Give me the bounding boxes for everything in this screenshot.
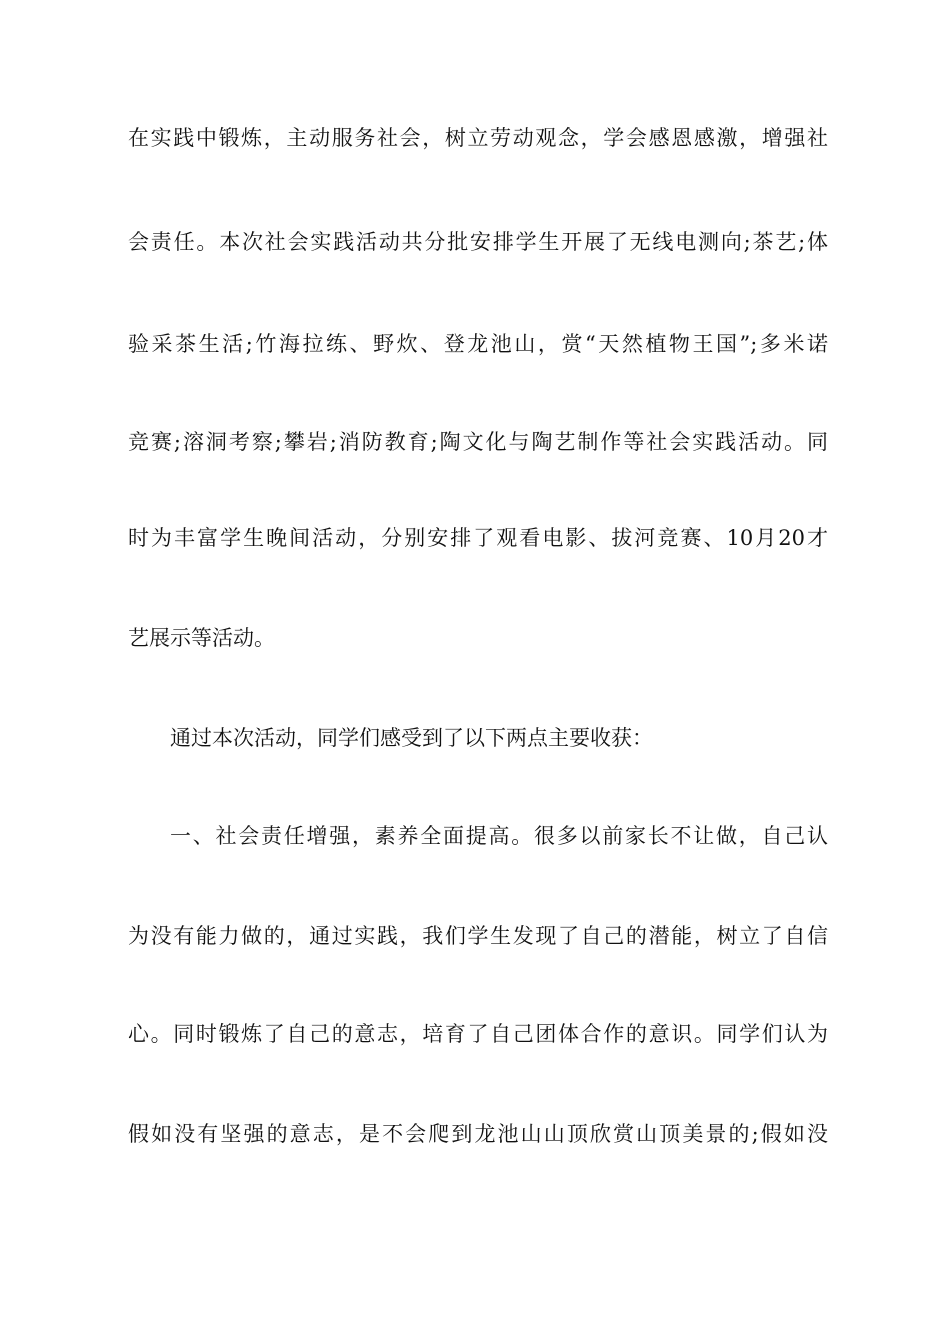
text-line-5: 时为丰富学生晚间活动，分别安排了观看电影、拔河竞赛、10月20才 — [128, 526, 828, 550]
text-line-6: 艺展示等活动。 — [128, 626, 275, 650]
text-line-3: 验采茶生活;竹海拉练、野炊、登龙池山，赏“天然植物王国”;多米诺 — [128, 332, 828, 356]
paragraph-intro-line: 通过本次活动，同学们感受到了以下两点主要收获： — [170, 726, 653, 750]
text-line-4: 竞赛;溶洞考察;攀岩;消防教育;陶文化与陶艺制作等社会实践活动。同 — [128, 430, 828, 454]
section-one-line-4: 假如没有坚强的意志，是不会爬到龙池山山顶欣赏山顶美景的;假如没 — [128, 1122, 828, 1146]
text-line-1: 在实践中锻炼，主动服务社会，树立劳动观念，学会感恩感激，增强社 — [128, 126, 828, 150]
text-line-2: 会责任。本次社会实践活动共分批安排学生开展了无线电测向;茶艺;体 — [128, 230, 828, 254]
section-one-line-1: 一、社会责任增强，素养全面提高。很多以前家长不让做，自己认 — [170, 824, 828, 848]
section-one-line-2: 为没有能力做的，通过实践，我们学生发现了自己的潜能，树立了自信 — [128, 924, 828, 948]
section-one-line-3: 心。同时锻炼了自己的意志，培育了自己团体合作的意识。同学们认为 — [128, 1022, 828, 1046]
